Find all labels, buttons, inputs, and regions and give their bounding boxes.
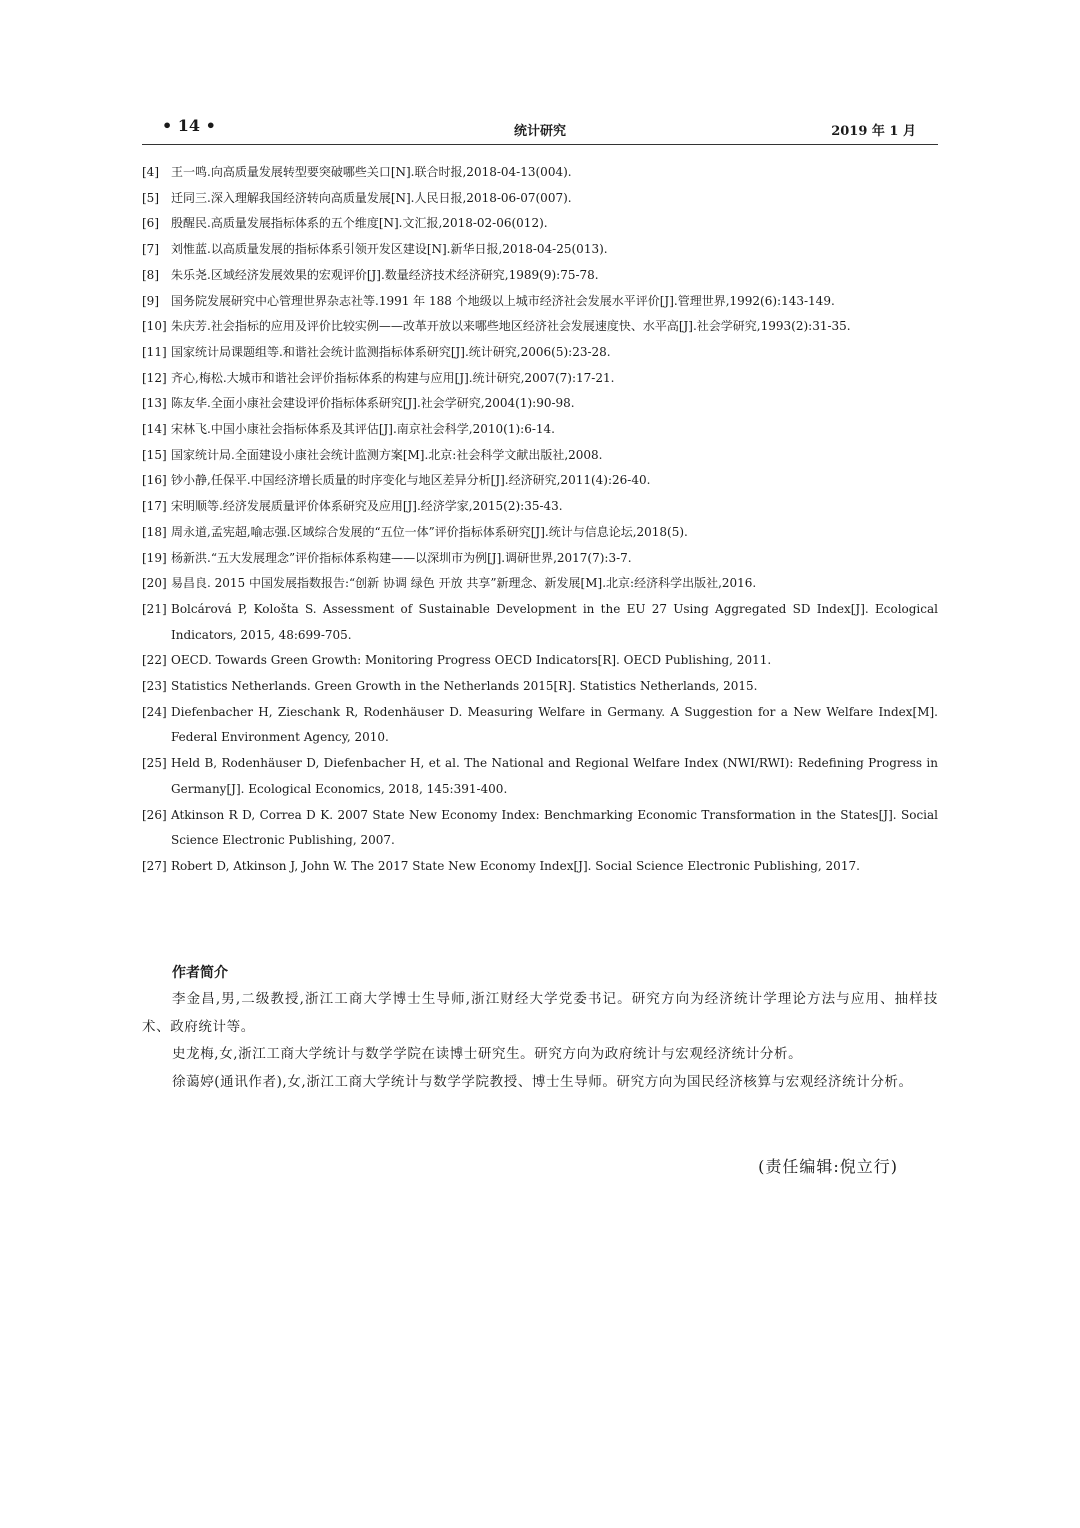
reference-number: [8] bbox=[142, 267, 159, 282]
reference-number: [11] bbox=[142, 344, 167, 359]
reference-item bbox=[142, 751, 938, 802]
reference-number: [18] bbox=[142, 524, 167, 539]
reference-text: Atkinson R D, Correa D K. 2007 State New Economy Index: Benchmarking Economic Transformation in the States[J]. Social Science Electronic Publishing, 2007. bbox=[171, 807, 938, 848]
reference-text: 迁同三.深入理解我国经济转向高质量发展[N].人民日报,2018-06-07(007). bbox=[171, 190, 572, 205]
reference-item bbox=[142, 160, 938, 186]
author-bio-shi: 史龙梅,女,浙江工商大学统计与数学学院在读博士研究生。研究方向为政府统计与宏观经济统计分析。 bbox=[172, 1046, 803, 1062]
reference-text: 陈友华.全面小康社会建设评价指标体系研究[J].社会学研究,2004(1):90-98. bbox=[171, 396, 575, 411]
reference-text: 宋林飞.中国小康社会指标体系及其评估[J].南京社会科学,2010(1):6-14. bbox=[171, 422, 555, 437]
reference-text: 宋明顺等.经济发展质量评价体系研究及应用[J].经济学家,2015(2):35-43. bbox=[171, 499, 563, 514]
reference-item bbox=[142, 803, 938, 854]
reference-text: 刘惟蓝.以高质量发展的指标体系引领开发区建设[N].新华日报,2018-04-25(013). bbox=[171, 242, 608, 257]
reference-number: [10] bbox=[142, 319, 167, 334]
reference-text: 易昌良. 2015 中国发展指数报告:“创新 协调 绿色 开放 共享”新理念、新发展[M].北京:经济科学出版社,2016. bbox=[171, 576, 757, 591]
reference-text: 国家统计局课题组等.和谐社会统计监测指标体系研究[J].统计研究,2006(5):23-28. bbox=[171, 344, 611, 359]
reference-number: [5] bbox=[142, 190, 159, 205]
reference-text: Diefenbacher H, Zieschank R, Rodenhäuser D. Measuring Welfare in Germany. A Suggestion for a New Welfare Index[M]. Federal Environment Agency, 2010. bbox=[171, 704, 938, 745]
reference-text: 国家统计局.全面建设小康社会统计监测方案[M].北京:社会科学文献出版社,2008. bbox=[171, 447, 603, 462]
reference-list bbox=[142, 160, 938, 880]
reference-item bbox=[142, 520, 938, 546]
reference-number: [12] bbox=[142, 370, 167, 385]
reference-text: 王一鸣.向高质量发展转型要突破哪些关口[N].联合时报,2018-04-13(004). bbox=[171, 165, 572, 179]
reference-text: Robert D, Atkinson J, John W. The 2017 State New Economy Index[J]. Social Science Electronic Publishing, 2017. bbox=[171, 858, 860, 873]
reference-item bbox=[142, 417, 938, 443]
reference-item bbox=[142, 700, 938, 751]
reference-text: 钞小静,任保平.中国经济增长质量的时序变化与地区差异分析[J].经济研究,2011(4):26-40. bbox=[171, 473, 651, 488]
reference-number: [26] bbox=[142, 807, 167, 822]
reference-number: [24] bbox=[142, 704, 167, 719]
reference-number: [25] bbox=[142, 756, 167, 771]
reference-item bbox=[142, 340, 938, 366]
reference-number: [14] bbox=[142, 422, 167, 437]
reference-text: OECD. Towards Green Growth: Monitoring Progress OECD Indicators[R]. OECD Publishing, 2011. bbox=[171, 653, 772, 668]
reference-text: 朱庆芳.社会指标的应用及评价比较实例——改革开放以来哪些地区经济社会发展速度快、水平高[J].社会学研究,1993(2):31-35. bbox=[171, 319, 851, 334]
reference-item bbox=[142, 597, 938, 648]
reference-item bbox=[142, 263, 938, 289]
reference-item bbox=[142, 674, 938, 700]
reference-text: Statistics Netherlands. Green Growth in the Netherlands 2015[R]. Statistics Netherlands, 2015. bbox=[171, 679, 758, 694]
reference-text: 杨新洪.“五大发展理念”评价指标体系构建——以深圳市为例[J].调研世界,2017(7):3-7. bbox=[171, 550, 632, 565]
reference-text: Held B, Rodenhäuser D, Diefenbacher H, et al. The National and Regional Welfare Index (NWI/RWI): Redefining Progress in Germany[J]. Ecological Economics, 2018, 145:391-400. bbox=[171, 756, 938, 796]
reference-item bbox=[142, 211, 938, 237]
reference-item bbox=[142, 186, 938, 212]
reference-text: 殷醒民.高质量发展指标体系的五个维度[N].文汇报,2018-02-06(012). bbox=[171, 216, 548, 231]
reference-number: [16] bbox=[142, 473, 167, 488]
reference-item bbox=[142, 571, 938, 597]
reference-text: 国务院发展研究中心管理世界杂志社等.1991 年 188 个地级以上城市经济社会发展水平评价[J].管理世界,1992(6):143-149. bbox=[171, 293, 835, 308]
reference-item bbox=[142, 468, 938, 494]
reference-text: 齐心,梅松.大城市和谐社会评价指标体系的构建与应用[J].统计研究,2007(7):17-21. bbox=[171, 370, 615, 385]
reference-number: [22] bbox=[142, 653, 167, 668]
issue-date: 2019 年 1 月 bbox=[831, 124, 916, 139]
reference-item bbox=[142, 314, 938, 340]
reference-number: [4] bbox=[142, 165, 159, 179]
author-bio bbox=[142, 960, 938, 1096]
reference-number: [19] bbox=[142, 550, 167, 565]
reference-item bbox=[142, 648, 938, 674]
author-bio-heading: 作者简介 bbox=[172, 965, 228, 981]
reference-item bbox=[142, 494, 938, 520]
reference-number: [6] bbox=[142, 216, 159, 231]
reference-text: 朱乐尧.区域经济发展效果的宏观评价[J].数量经济技术经济研究,1989(9):75-78. bbox=[171, 267, 599, 282]
page-number: • 14 • bbox=[162, 116, 216, 135]
reference-item bbox=[142, 391, 938, 417]
reference-item bbox=[142, 289, 938, 315]
reference-item bbox=[142, 366, 938, 392]
reference-text: Bolcárová P, Kološta S. Assessment of Sustainable Development in the EU 27 Using Aggregated SD Index[J]. Ecological Indicators, 2015, 48:699-705. bbox=[171, 601, 938, 642]
reference-number: [17] bbox=[142, 499, 167, 514]
reference-item bbox=[142, 443, 938, 469]
reference-number: [27] bbox=[142, 858, 167, 873]
reference-number: [20] bbox=[142, 576, 167, 591]
reference-number: [13] bbox=[142, 396, 167, 411]
reference-number: [21] bbox=[142, 601, 167, 616]
reference-item bbox=[142, 237, 938, 263]
reference-number: [23] bbox=[142, 679, 167, 694]
reference-number: [15] bbox=[142, 447, 167, 462]
reference-text: 周永道,孟宪超,喻志强.区域综合发展的“五位一体”评价指标体系研究[J].统计与信息论坛,2018(5). bbox=[171, 524, 688, 539]
editor-note: (责任编辑:倪立行) bbox=[758, 1157, 898, 1176]
page-header bbox=[142, 112, 938, 145]
reference-item bbox=[142, 854, 938, 880]
reference-item bbox=[142, 546, 938, 572]
author-bio-li: 李金昌,男,二级教授,浙江工商大学博士生导师,浙江财经大学党委书记。研究方向为经济统计学理论方法与应用、抽样技术、政府统计等。 bbox=[142, 991, 938, 1035]
journal-name: 统计研究 bbox=[513, 124, 566, 139]
reference-number: [7] bbox=[142, 242, 159, 257]
reference-number: [9] bbox=[142, 293, 159, 308]
author-bio-xu: 徐蔼婷(通讯作者),女,浙江工商大学统计与数学学院教授、博士生导师。研究方向为国民经济核算与宏观经济统计分析。 bbox=[172, 1073, 913, 1090]
